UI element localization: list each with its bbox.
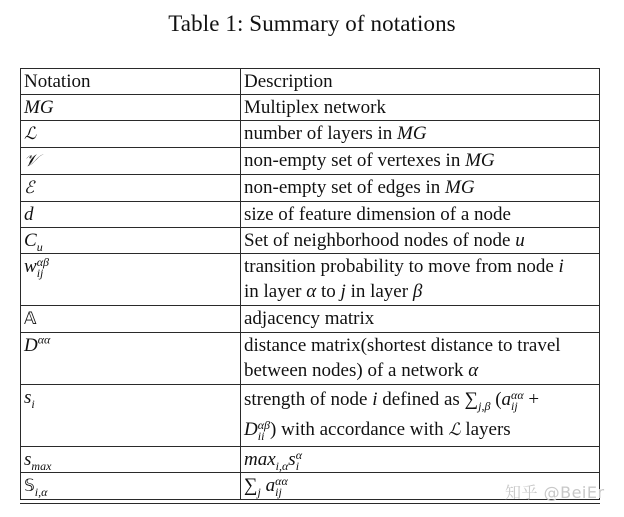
- description-cell: $\sum_j$ a αα ij: [241, 473, 600, 500]
- description-math: u: [515, 230, 525, 251]
- notation-symbol: $s_{max}$: [21, 447, 241, 473]
- table-row: [21, 121, 600, 148]
- table-row: [21, 228, 600, 254]
- table-row: [21, 385, 600, 447]
- notation-symbol: $D^{\alpha\alpha}$: [21, 333, 241, 385]
- header-notation: Notation: [21, 69, 241, 95]
- description-cell: distance matrix(shortest distance to travel between nodes) of a network α: [241, 333, 600, 385]
- description-text: Set of neighborhood nodes of node: [244, 230, 511, 251]
- notation-symbol: w αβ ij: [21, 254, 241, 306]
- notation-symbol: $s_i$: [21, 385, 241, 447]
- description-math: MG: [445, 177, 475, 198]
- notation-symbol: MG: [24, 97, 54, 118]
- notation-symbol: d: [24, 204, 34, 225]
- table-row: [21, 333, 600, 385]
- description-math: MG: [465, 150, 495, 171]
- notation-table: [20, 68, 600, 500]
- description-cell: strength of node i defined as $\sum_{j,\beta}$ (a αα ij + D αβ ii ) with accordance with ℒ layers: [241, 385, 600, 447]
- notation-symbol: 𝔸: [24, 309, 37, 329]
- description-cell: transition probability to move from node i in layer α to j in layer β: [241, 254, 600, 306]
- table-caption: Table 1: Summary of notations: [168, 11, 456, 36]
- header-description: Description: [241, 69, 600, 95]
- description-cell: [241, 228, 600, 254]
- bottom-rule: [20, 503, 600, 504]
- table-row: [21, 202, 600, 228]
- description-cell: [241, 121, 600, 148]
- table-row: [21, 148, 600, 175]
- notation-symbol: 𝒱: [24, 151, 39, 171]
- table-row: [21, 447, 600, 473]
- table-row: [21, 306, 600, 333]
- description-text: Multiplex network: [241, 95, 600, 121]
- watermark: 知乎 @BeiEr: [505, 483, 605, 502]
- description-text: adjacency matrix: [241, 306, 600, 333]
- table-row: [21, 175, 600, 202]
- description-cell: [241, 175, 600, 202]
- table-header-row: [21, 69, 600, 95]
- notation-symbol: 𝕊$_{i,\alpha}$: [21, 473, 241, 500]
- notation-symbol: $C_u$: [21, 228, 241, 254]
- description-math: MG: [397, 123, 427, 144]
- description-cell: $\max_{i,\alpha}s$ α i: [241, 447, 600, 473]
- description-cell: [241, 148, 600, 175]
- description-text: size of feature dimension of a node: [241, 202, 600, 228]
- notation-symbol: ℰ: [24, 178, 35, 198]
- description-text: number of layers in: [244, 123, 393, 144]
- table-row: [21, 95, 600, 121]
- description-text: non-empty set of edges in: [244, 177, 441, 198]
- notation-symbol: ℒ: [24, 124, 37, 144]
- description-text: non-empty set of vertexes in: [244, 150, 461, 171]
- table-row: [21, 254, 600, 306]
